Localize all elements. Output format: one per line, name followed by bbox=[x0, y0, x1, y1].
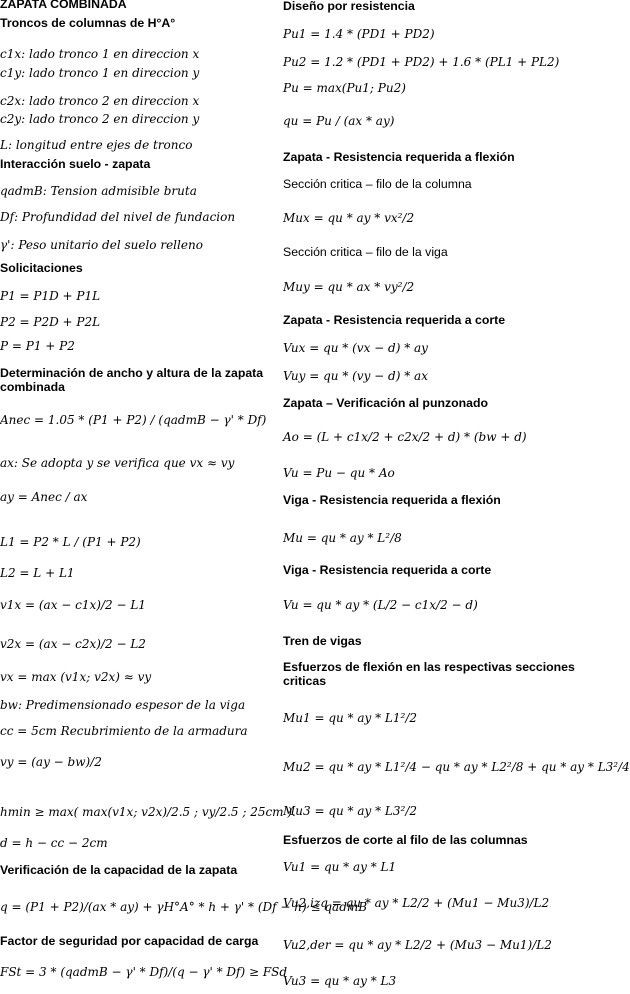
eq-P: P = P1 + P2 bbox=[0, 339, 75, 353]
heading-factor: Factor de seguridad por capacidad de carga bbox=[0, 934, 259, 948]
document-title: ZAPATA COMBINADA bbox=[0, 0, 127, 11]
eq-P2: P2 = P2D + P2L bbox=[0, 315, 101, 329]
eq-Vu2izq: Vu2,izq = qu * ay * L2/2 + (Mu1 − Mu3)/L2 bbox=[283, 896, 550, 910]
txt-seccion-columna: Sección critica – filo de la columna bbox=[283, 177, 472, 191]
def-Df: Df: Profundidad del nivel de fundacion bbox=[0, 210, 236, 224]
heading-solicitaciones: Solicitaciones bbox=[0, 261, 83, 275]
eq-qu: qu = Pu / (ax * ay) bbox=[283, 114, 395, 128]
heading-tren: Tren de vigas bbox=[283, 634, 362, 648]
eq-Vu-punzonado: Vu = Pu − qu * Ao bbox=[283, 466, 395, 480]
heading-verificacion: Verificación de la capacidad de la zapata bbox=[0, 863, 238, 877]
eq-Pu1: Pu1 = 1.4 * (PD1 + PD2) bbox=[283, 27, 435, 41]
heading-corte: Zapata - Resistencia requerida a corte bbox=[283, 313, 506, 327]
heading-diseno: Diseño por resistencia bbox=[283, 0, 415, 13]
eq-Mux: Mux = qu * ay * vx²/2 bbox=[283, 211, 415, 225]
def-c2y: c2y: lado tronco 2 en direccion y bbox=[0, 112, 200, 126]
def-bw: bw: Predimensionado espesor de la viga bbox=[0, 698, 246, 712]
heading-interaccion: Interacción suelo - zapata bbox=[0, 157, 151, 171]
eq-P1: P1 = P1D + P1L bbox=[0, 289, 101, 303]
eq-Vu2der: Vu2,der = qu * ay * L2/2 + (Mu3 − Mu1)/L2 bbox=[283, 938, 552, 952]
eq-Vuy: Vuy = qu * (vy − d) * ax bbox=[283, 369, 428, 383]
eq-Vu-viga: Vu = qu * ay * (L/2 − c1x/2 − d) bbox=[283, 598, 478, 612]
eq-Muy: Muy = qu * ax * vy²/2 bbox=[283, 280, 415, 294]
heading-flexion: Zapata - Resistencia requerida a flexión bbox=[283, 150, 515, 164]
heading-viga-corte: Viga - Resistencia requerida a corte bbox=[283, 563, 492, 577]
txt-ax: ax: Se adopta y se verifica que vx ≈ vy bbox=[0, 456, 235, 470]
eq-L2: L2 = L + L1 bbox=[0, 566, 75, 580]
eq-Mu2: Mu2 = qu * ay * L1²/4 − qu * ay * L2²/8 + qu * ay * L3²/4 bbox=[283, 760, 630, 774]
eq-vx: vx = max (v1x; v2x) ≈ vy bbox=[0, 670, 152, 684]
eq-q: q = (P1 + P2)/(ax * ay) + γH°A° * h + γ' * (Df − h) ≤ qadmB bbox=[0, 900, 368, 914]
eq-Mu3: Mu3 = qu * ay * L3²/2 bbox=[283, 804, 418, 818]
def-c2x: c2x: lado tronco 2 en direccion x bbox=[0, 94, 200, 108]
eq-hmin: hmin ≥ max( max(v1x; v2x)/2.5 ; vy/2.5 ; 25cm ). bbox=[0, 805, 296, 819]
def-cc: cc = 5cm Recubrimiento de la armadura bbox=[0, 724, 248, 738]
heading-punzonado: Zapata – Verificación al punzonado bbox=[283, 396, 488, 410]
eq-ay: ay = Anec / ax bbox=[0, 490, 88, 504]
def-c1y: c1y: lado tronco 1 en direccion y bbox=[0, 66, 200, 80]
heading-viga-flexion: Viga - Resistencia requerida a flexión bbox=[283, 493, 501, 507]
heading-esf-flexion: Esfuerzos de flexión en las respectivas secciones criticas bbox=[283, 660, 575, 688]
txt-seccion-viga: Sección critica – filo de la viga bbox=[283, 245, 448, 259]
eq-Vu3: Vu3 = qu * ay * L3 bbox=[283, 974, 397, 988]
eq-L1: L1 = P2 * L / (P1 + P2) bbox=[0, 535, 141, 549]
eq-vy: vy = (ay − bw)/2 bbox=[0, 755, 102, 769]
eq-d: d = h − cc − 2cm bbox=[0, 836, 108, 850]
eq-Ao: Ao = (L + c1x/2 + c2x/2 + d) * (bw + d) bbox=[283, 430, 527, 444]
eq-Pu2: Pu2 = 1.2 * (PD1 + PD2) + 1.6 * (PL1 + PL2) bbox=[283, 55, 560, 69]
eq-v1x: v1x = (ax − c1x)/2 − L1 bbox=[0, 598, 146, 612]
def-qadm: qadmB: Tension admisible bruta bbox=[0, 184, 197, 198]
def-L: L: longitud entre ejes de tronco bbox=[0, 138, 193, 152]
eq-v2x: v2x = (ax − c2x)/2 − L2 bbox=[0, 637, 146, 651]
heading-determinacion: Determinación de ancho y altura de la zapata combinada bbox=[0, 366, 264, 394]
eq-Anec: Anec = 1.05 * (P1 + P2) / (qadmB − γ' * Df) bbox=[0, 413, 267, 427]
eq-Mu1: Mu1 = qu * ay * L1²/2 bbox=[283, 711, 418, 725]
def-gamma: γ': Peso unitario del suelo relleno bbox=[0, 238, 203, 252]
eq-Vux: Vux = qu * (vx − d) * ay bbox=[283, 341, 428, 355]
eq-Vu1: Vu1 = qu * ay * L1 bbox=[283, 860, 397, 874]
heading-esf-corte: Esfuerzos de corte al filo de las columnas bbox=[283, 833, 528, 847]
def-c1x: c1x: lado tronco 1 en direccion x bbox=[0, 47, 200, 61]
eq-FS: FSt = 3 * (qadmB − γ' * Df)/(q − γ' * Df) ≥ FSd bbox=[0, 965, 288, 979]
eq-Pu: Pu = max(Pu1; Pu2) bbox=[283, 81, 406, 95]
eq-Mu-viga: Mu = qu * ay * L²/8 bbox=[283, 531, 402, 545]
heading-troncos: Troncos de columnas de H°A° bbox=[0, 16, 176, 30]
